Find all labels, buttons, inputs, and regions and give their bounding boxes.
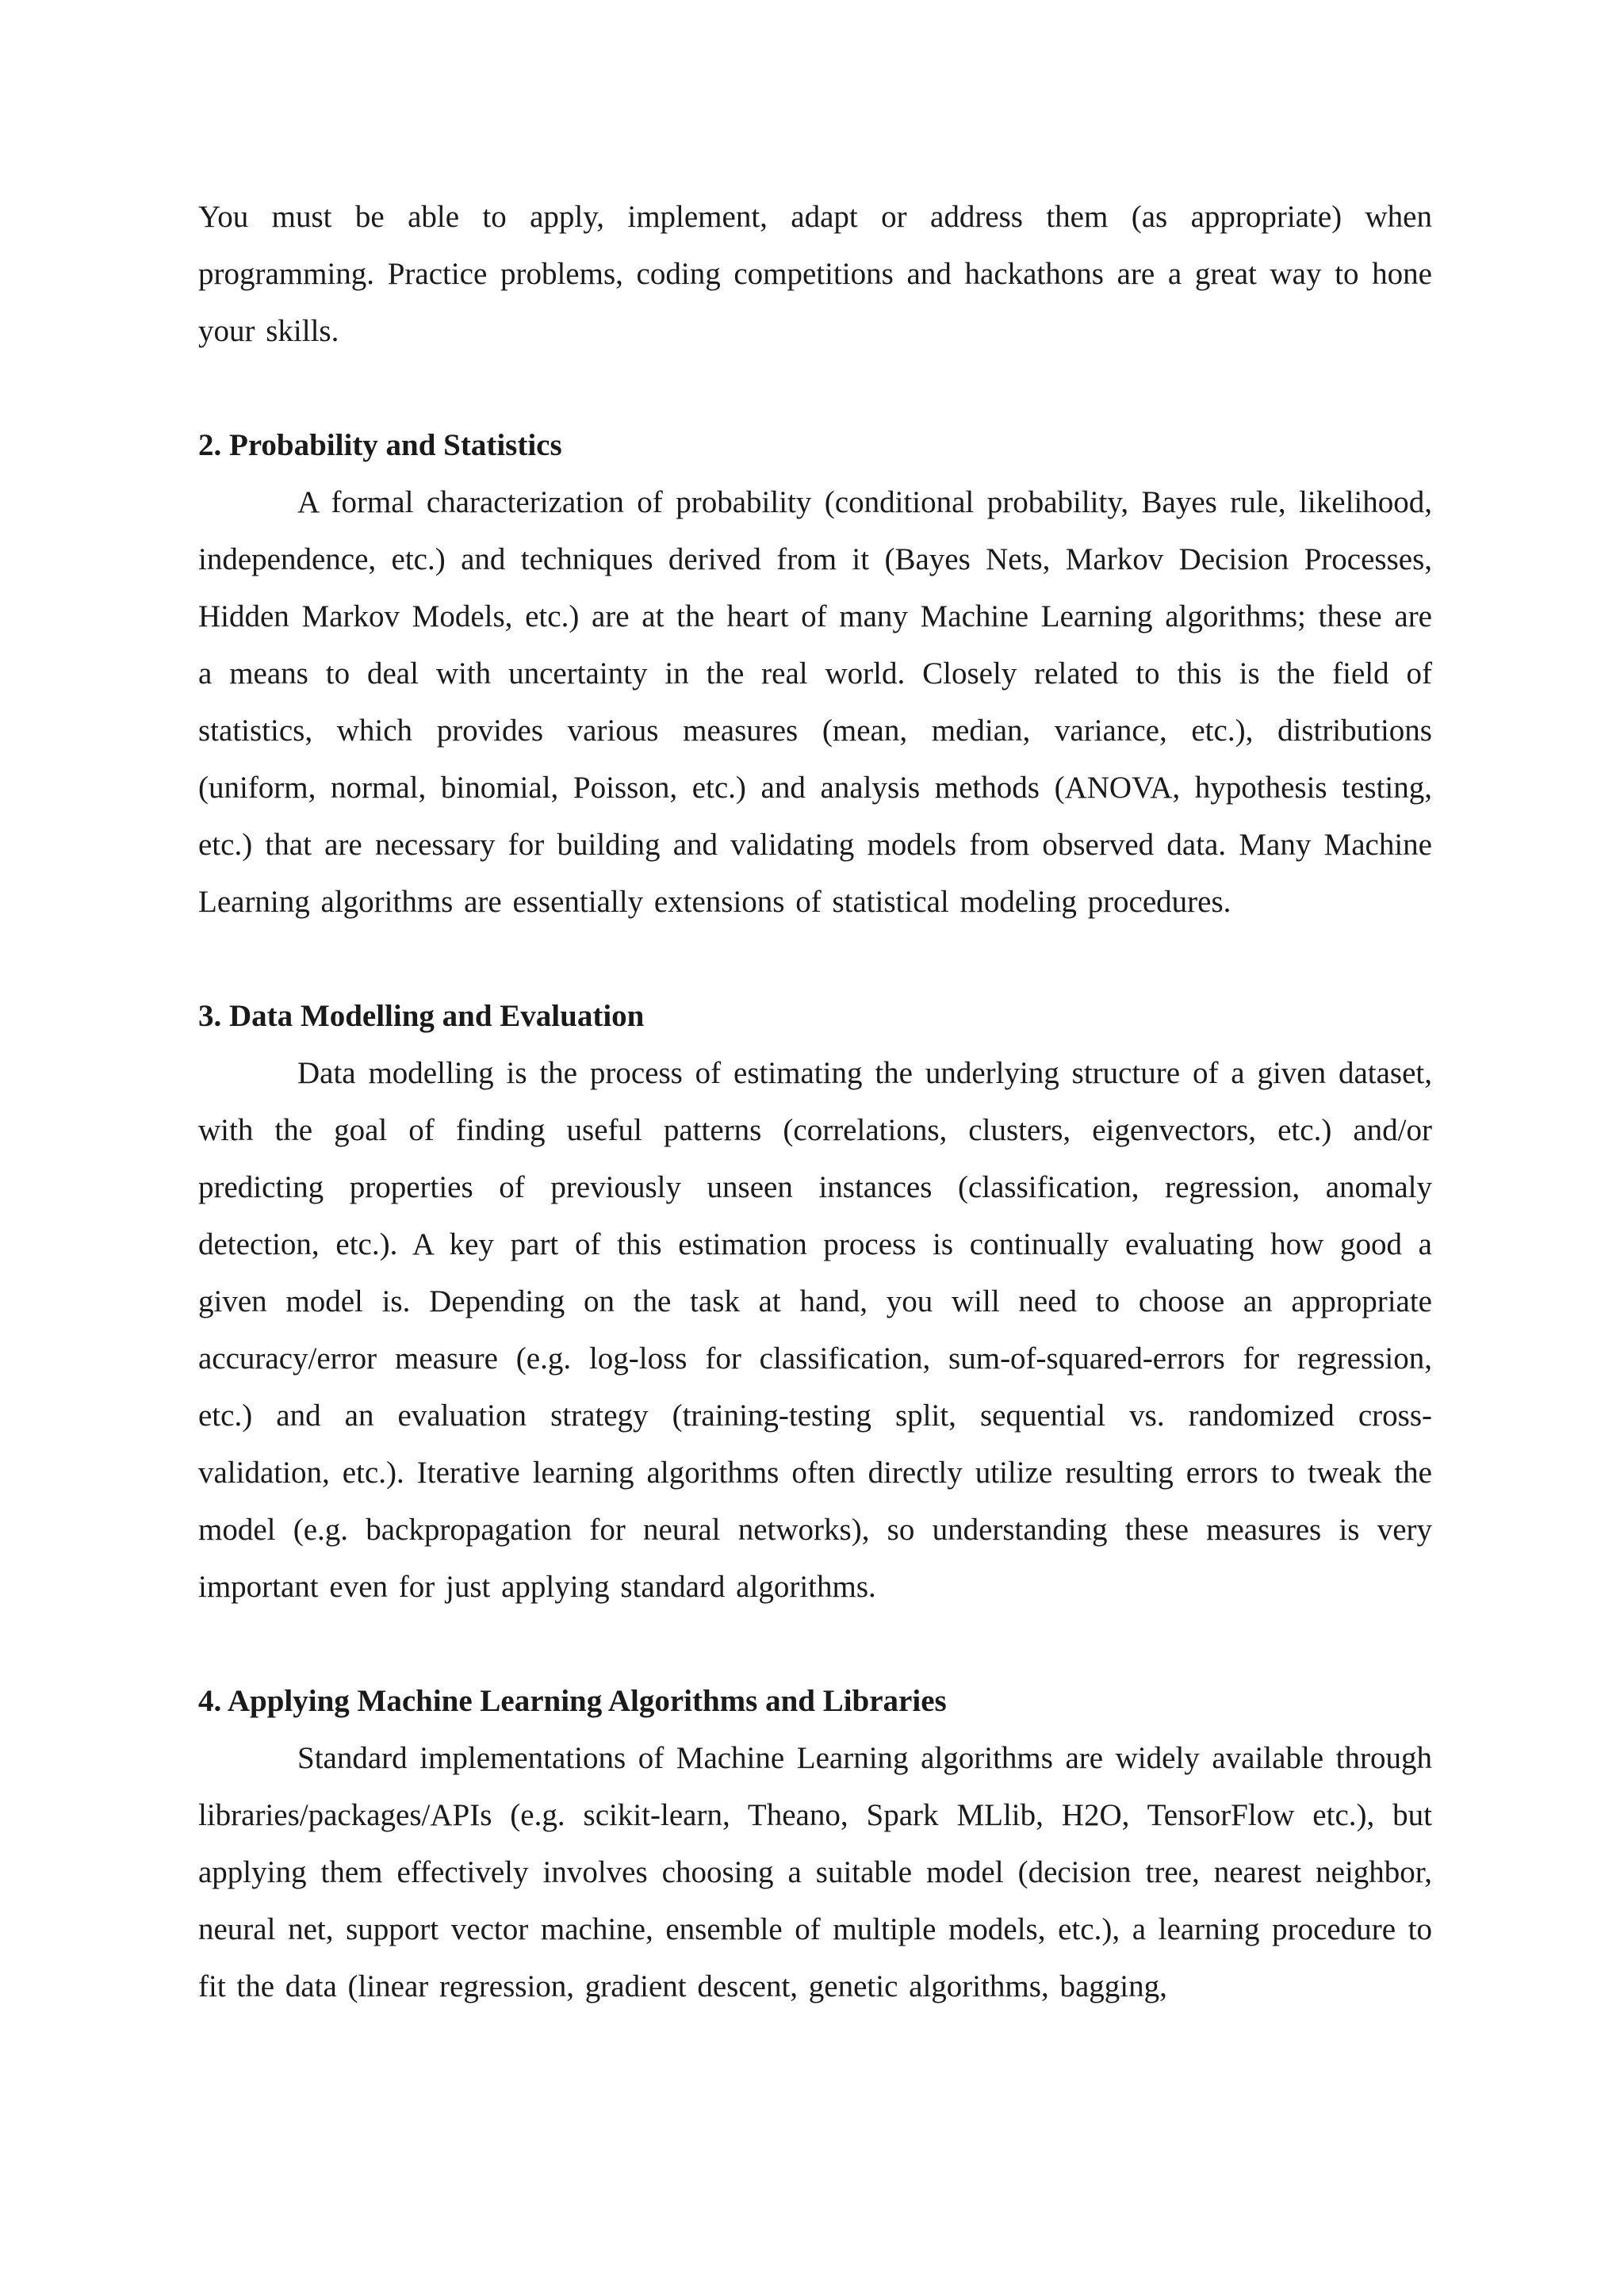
section-body-data-modelling: Data modelling is the process of estimating the underlying structure of a given dataset, with the goal of finding useful patterns (correlations, clusters, eigenvectors, etc.) and/or predicting properties of previously unseen instances (classification, regression, anomaly detection, etc.). A key part of this estimation process is continually evaluating how good a given model is. Depending on the task at hand, you will need to choose an appropriate accuracy/error measure (e.g. log-loss for classification, sum-of-squared-errors for regression, etc.) and an evaluation strategy (training-testing split, sequential vs. randomized cross-validation, etc.). Iterative learning algorithms often directly utilize resulting errors to tweak the model (e.g. backpropagation for neural networks), so understanding these measures is very important even for just applying standard algorithms. [198,1056,1432,1604]
section-body-applying-ml: Standard implementations of Machine Learning algorithms are widely available through libraries/packages/APIs (e.g. scikit-learn, Theano, Spark MLlib, H2O, TensorFlow etc.), but applying them effectively involves choosing a suitable model (decision tree, nearest neighbor, neural net, support vector machine, ensemble of multiple models, etc.), a learning procedure to fit the data (linear regression, gradient descent, genetic algorithms, bagging, [198,1741,1432,2003]
document-page [198,189,1432,2015]
section-heading-applying-ml: 4. Applying Machine Learning Algorithms and Libraries [198,1684,947,1718]
section-body-probability-statistics: A formal characterization of probability (conditional probability, Bayes rule, likelihood, independence, etc.) and techniques derived from it (Bayes Nets, Markov Decision Processes, Hidden Markov Models, etc.) are at the heart of many Machine Learning algorithms; these are a means to deal with uncertainty in the real world. Closely related to this is the field of statistics, which provides various measures (mean, median, variance, etc.), distributions (uniform, normal, binomial, Poisson, etc.) and analysis methods (ANOVA, hypothesis testing, etc.) that are necessary for building and validating models from observed data. Many Machine Learning algorithms are essentially extensions of statistical modeling procedures. [198,485,1432,919]
section-heading-data-modelling: 3. Data Modelling and Evaluation [198,999,645,1033]
intro-paragraph: You must be able to apply, implement, adapt or address them (as appropriate) when programming. Practice problems, coding competitions and hackathons are a great way to hone your skills. [198,200,1432,348]
section-heading-probability-statistics: 2. Probability and Statistics [198,428,562,462]
